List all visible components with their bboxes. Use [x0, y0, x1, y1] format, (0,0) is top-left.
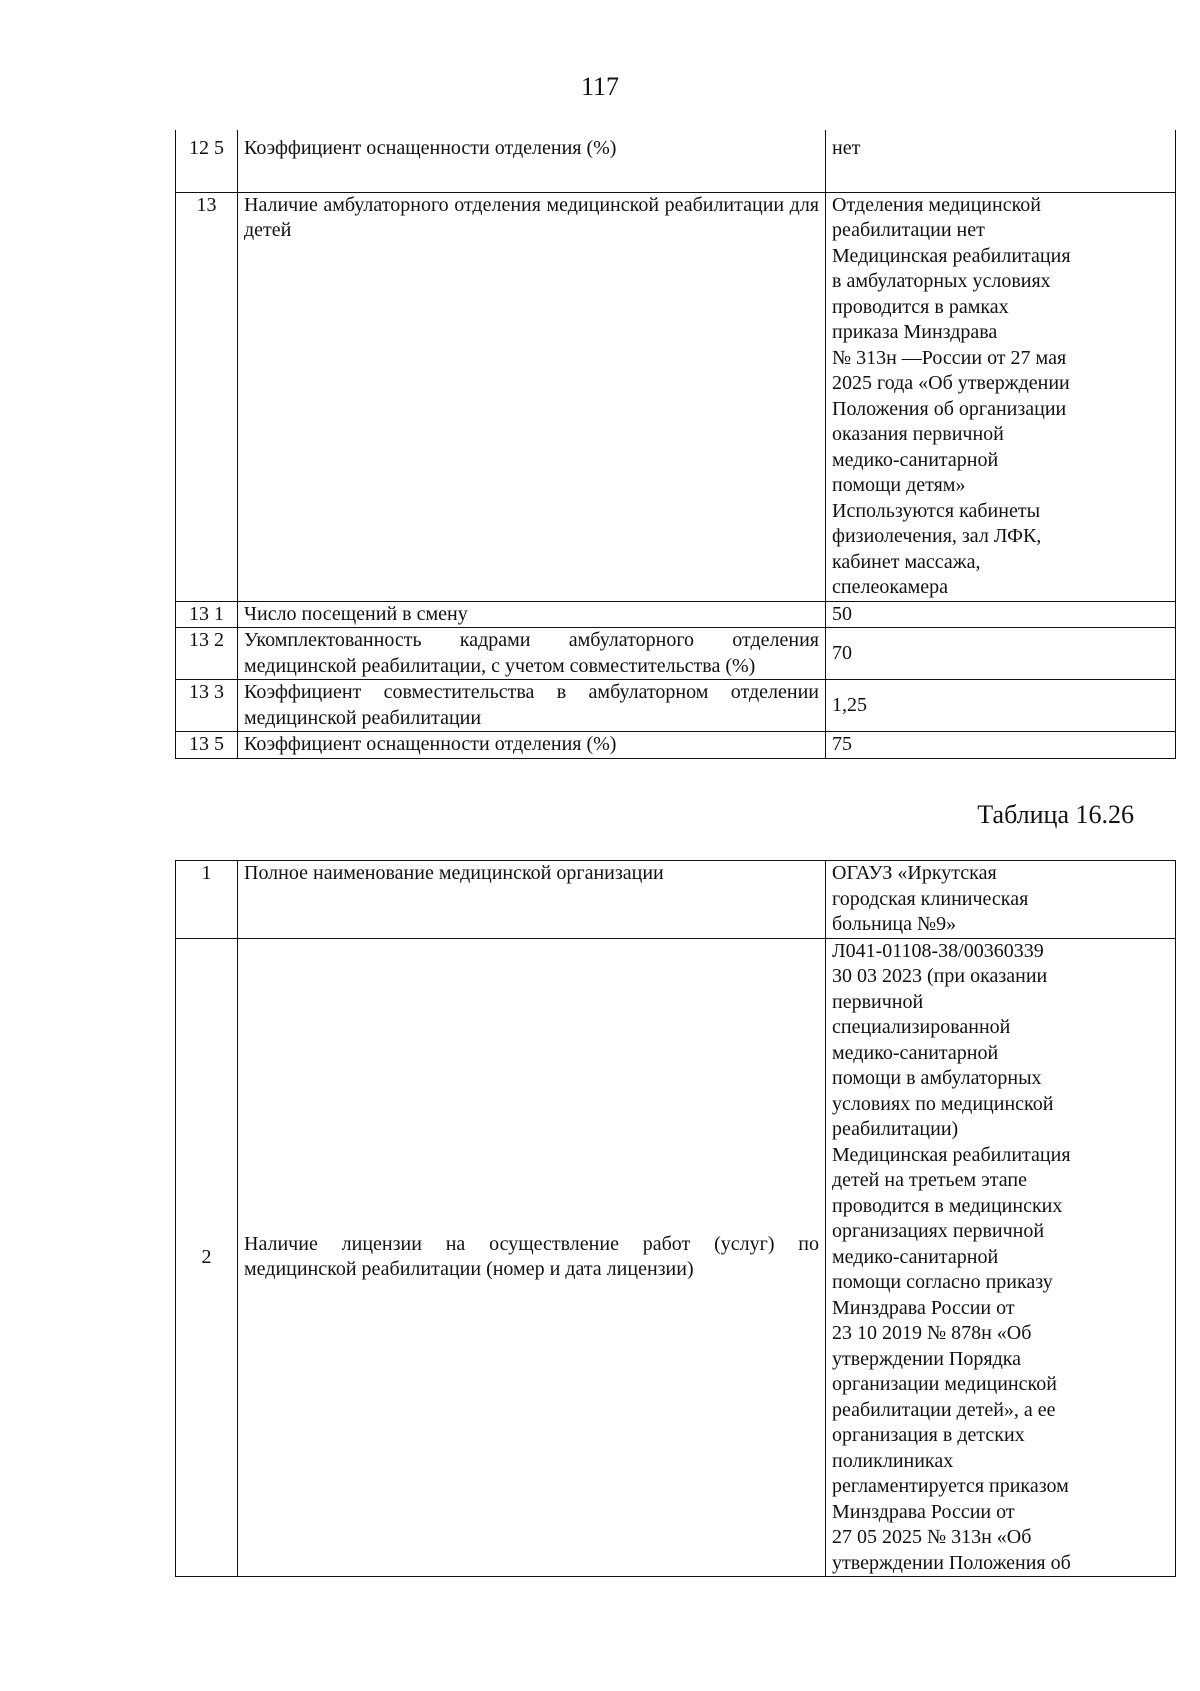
- value-line: утверждении Положения об: [832, 1551, 1071, 1574]
- value-line: 23 10 2019 № 878н «Об: [832, 1322, 1032, 1344]
- value-cell: 1,25: [826, 680, 1176, 732]
- value-line: № 313н —России от 27 мая: [832, 346, 1067, 369]
- table-row: [176, 861, 1176, 939]
- parameter-cell: Число посещений в смену: [238, 601, 826, 628]
- value-line: в амбулаторных условиях: [832, 270, 1051, 292]
- value-line: больница №9»: [832, 913, 957, 935]
- value-cell: 50: [826, 601, 1176, 628]
- indicators-table-continued: [175, 130, 1176, 759]
- value-line: реабилитации нет: [832, 219, 985, 241]
- value-line: спелеокамера: [832, 576, 949, 598]
- value-line: городская клиническая: [832, 887, 1029, 910]
- parameter-cell: Укомплектованность кадрами амбулаторного отделения медицинской реабилитации, с учетом совместительства (%): [238, 628, 826, 680]
- row-number: 13 3: [176, 680, 238, 732]
- value-line: Минздрава России от: [832, 1296, 1015, 1319]
- value-line: 2025 года «Об утверждении: [832, 372, 1070, 394]
- value-line: реабилитации): [832, 1118, 959, 1140]
- value-line: Отделения медицинской: [832, 193, 1041, 216]
- row-number: 13 5: [176, 732, 238, 759]
- value-line: оказания первичной: [832, 423, 1004, 445]
- row-number: 13: [176, 192, 238, 601]
- value-line: медико-санитарной: [832, 1245, 999, 1268]
- table-row: [176, 628, 1176, 680]
- value-line: приказа Минздрава: [832, 321, 998, 343]
- value-line: Положения об организации: [832, 397, 1067, 420]
- value-cell: 70: [826, 628, 1176, 680]
- value-line: 27 05 2025 № 313н «Об: [832, 1526, 1032, 1548]
- value-line: помощи согласно приказу: [832, 1271, 1053, 1293]
- value-line: детей на третьем этапе: [832, 1169, 1027, 1191]
- value-line: медико-санитарной: [832, 1041, 999, 1064]
- parameter-cell: Коэффициент оснащенности отделения (%): [238, 732, 826, 759]
- value-line: организация в детских: [832, 1424, 1025, 1446]
- value-line: помощи детям»: [832, 474, 966, 496]
- value-line: организациях первичной: [832, 1220, 1045, 1242]
- value-line: первичной: [832, 990, 924, 1013]
- value-line: 30 03 2023 (при оказании: [832, 965, 1048, 987]
- value-line: утверждении Порядка: [832, 1347, 1022, 1370]
- table-row: [176, 732, 1176, 759]
- value-line: реабилитации детей», а ее: [832, 1398, 1056, 1421]
- value-cell: [826, 938, 1176, 1577]
- value-cell: [826, 861, 1176, 939]
- table-row: [176, 680, 1176, 732]
- value-line: помощи в амбулаторных: [832, 1067, 1042, 1089]
- table-caption: Таблица 16.26: [977, 800, 1134, 829]
- value-line: Используются кабинеты: [832, 499, 1041, 522]
- parameter-cell: Коэффициент совместительства в амбулаторном отделении медицинской реабилитации: [238, 680, 826, 732]
- value-cell: 75: [826, 732, 1176, 759]
- value-line: проводится в медицинских: [832, 1194, 1063, 1217]
- value-line: проводится в рамках: [832, 295, 1009, 318]
- page-number: 117: [580, 72, 620, 101]
- value-line: поликлиниках: [832, 1449, 954, 1472]
- value-line: регламентируется приказом: [832, 1475, 1069, 1497]
- row-number: 2: [176, 938, 238, 1577]
- value-line: Л041-01108-38/00360339: [832, 939, 1044, 962]
- value-line: Медицинская реабилитация: [832, 244, 1071, 267]
- row-number: 13 2: [176, 628, 238, 680]
- value-line: организации медицинской: [832, 1373, 1057, 1395]
- organization-info-table: [175, 860, 1176, 1577]
- value-line: Медицинская реабилитация: [832, 1143, 1071, 1166]
- parameter-cell: Полное наименование медицинской организации: [238, 861, 826, 939]
- table-row: [176, 192, 1176, 601]
- table-row: [176, 938, 1176, 1577]
- parameter-cell: Наличие лицензии на осуществление работ (услуг) по медицинской реабилитации (номер и дата лицензии): [238, 938, 826, 1577]
- value-line: медико-санитарной: [832, 448, 999, 471]
- table-row: [176, 130, 1176, 192]
- row-number: 12 5: [176, 130, 238, 192]
- value-line: Минздрава России от: [832, 1500, 1015, 1523]
- value-line: условиях по медицинской: [832, 1092, 1054, 1115]
- parameter-cell: Коэффициент оснащенности отделения (%): [238, 130, 826, 192]
- row-number: 13 1: [176, 601, 238, 628]
- value-line: физиолечения, зал ЛФК,: [832, 525, 1042, 547]
- value-cell: нет: [826, 130, 1176, 192]
- table-row: [176, 601, 1176, 628]
- value-line: ОГАУЗ «Иркутская: [832, 862, 997, 884]
- value-cell: [826, 192, 1176, 601]
- row-number: 1: [176, 861, 238, 939]
- value-line: специализированной: [832, 1016, 1011, 1038]
- parameter-cell: Наличие амбулаторного отделения медицинской реабилитации для детей: [238, 192, 826, 601]
- value-line: кабинет массажа,: [832, 550, 981, 573]
